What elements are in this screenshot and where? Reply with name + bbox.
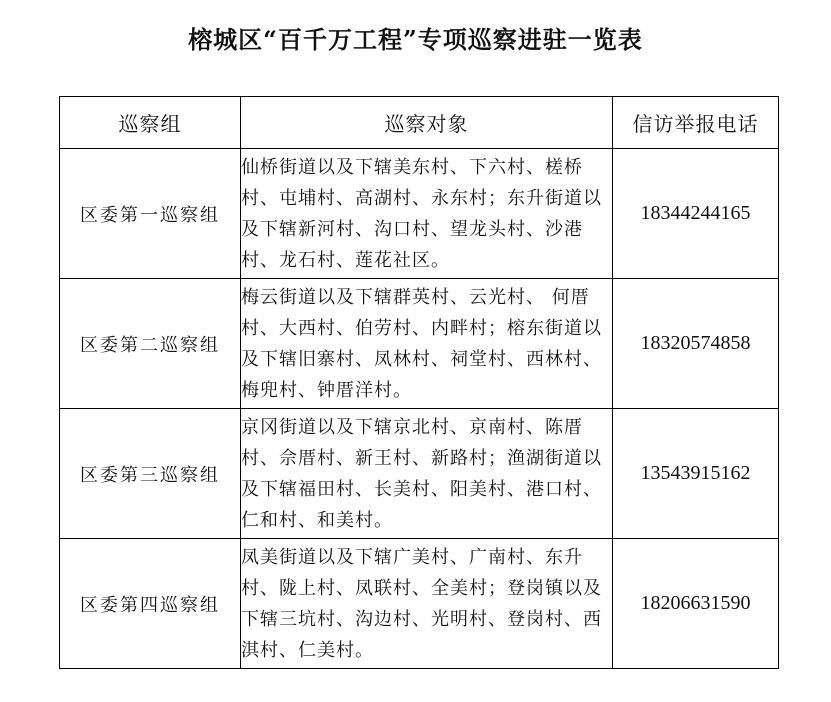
table-row — [60, 279, 779, 409]
inspection-table — [59, 96, 779, 669]
target-cell: 梅云街道以及下辖群英村、云光村、 何厝村、大西村、伯劳村、内畔村；榕东街道以及下辖旧寨村、凤林村、祠堂村、西林村、梅兜村、钟厝洋村。 — [241, 279, 613, 409]
table-row — [60, 539, 779, 669]
group-cell: 区委第二巡察组 — [60, 279, 241, 409]
header-group: 巡察组 — [60, 97, 241, 149]
phone-cell: 18344244165 — [613, 149, 779, 279]
table-row — [60, 409, 779, 539]
table-header-row — [60, 97, 779, 149]
table-row — [60, 149, 779, 279]
group-cell: 区委第三巡察组 — [60, 409, 241, 539]
group-cell: 区委第一巡察组 — [60, 149, 241, 279]
phone-cell: 18206631590 — [613, 539, 779, 669]
phone-cell: 13543915162 — [613, 409, 779, 539]
header-target: 巡察对象 — [241, 97, 613, 149]
document-title: 榕城区“百千万工程”专项巡察进驻一览表 — [188, 25, 643, 54]
phone-cell: 18320574858 — [613, 279, 779, 409]
target-cell: 凤美街道以及下辖广美村、广南村、东升村、陇上村、凤联村、全美村；登岗镇以及下辖三坑村、沟边村、光明村、登岗村、西淇村、仁美村。 — [241, 539, 613, 669]
group-cell: 区委第四巡察组 — [60, 539, 241, 669]
target-cell: 京冈街道以及下辖京北村、京南村、陈厝村、佘厝村、新王村、新路村；渔湖街道以及下辖福田村、长美村、阳美村、港口村、仁和村、和美村。 — [241, 409, 613, 539]
target-cell: 仙桥街道以及下辖美东村、下六村、槎桥村、屯埔村、高湖村、永东村；东升街道以及下辖新河村、沟口村、望龙头村、沙港村、龙石村、莲花社区。 — [241, 149, 613, 279]
header-phone: 信访举报电话 — [613, 97, 779, 149]
